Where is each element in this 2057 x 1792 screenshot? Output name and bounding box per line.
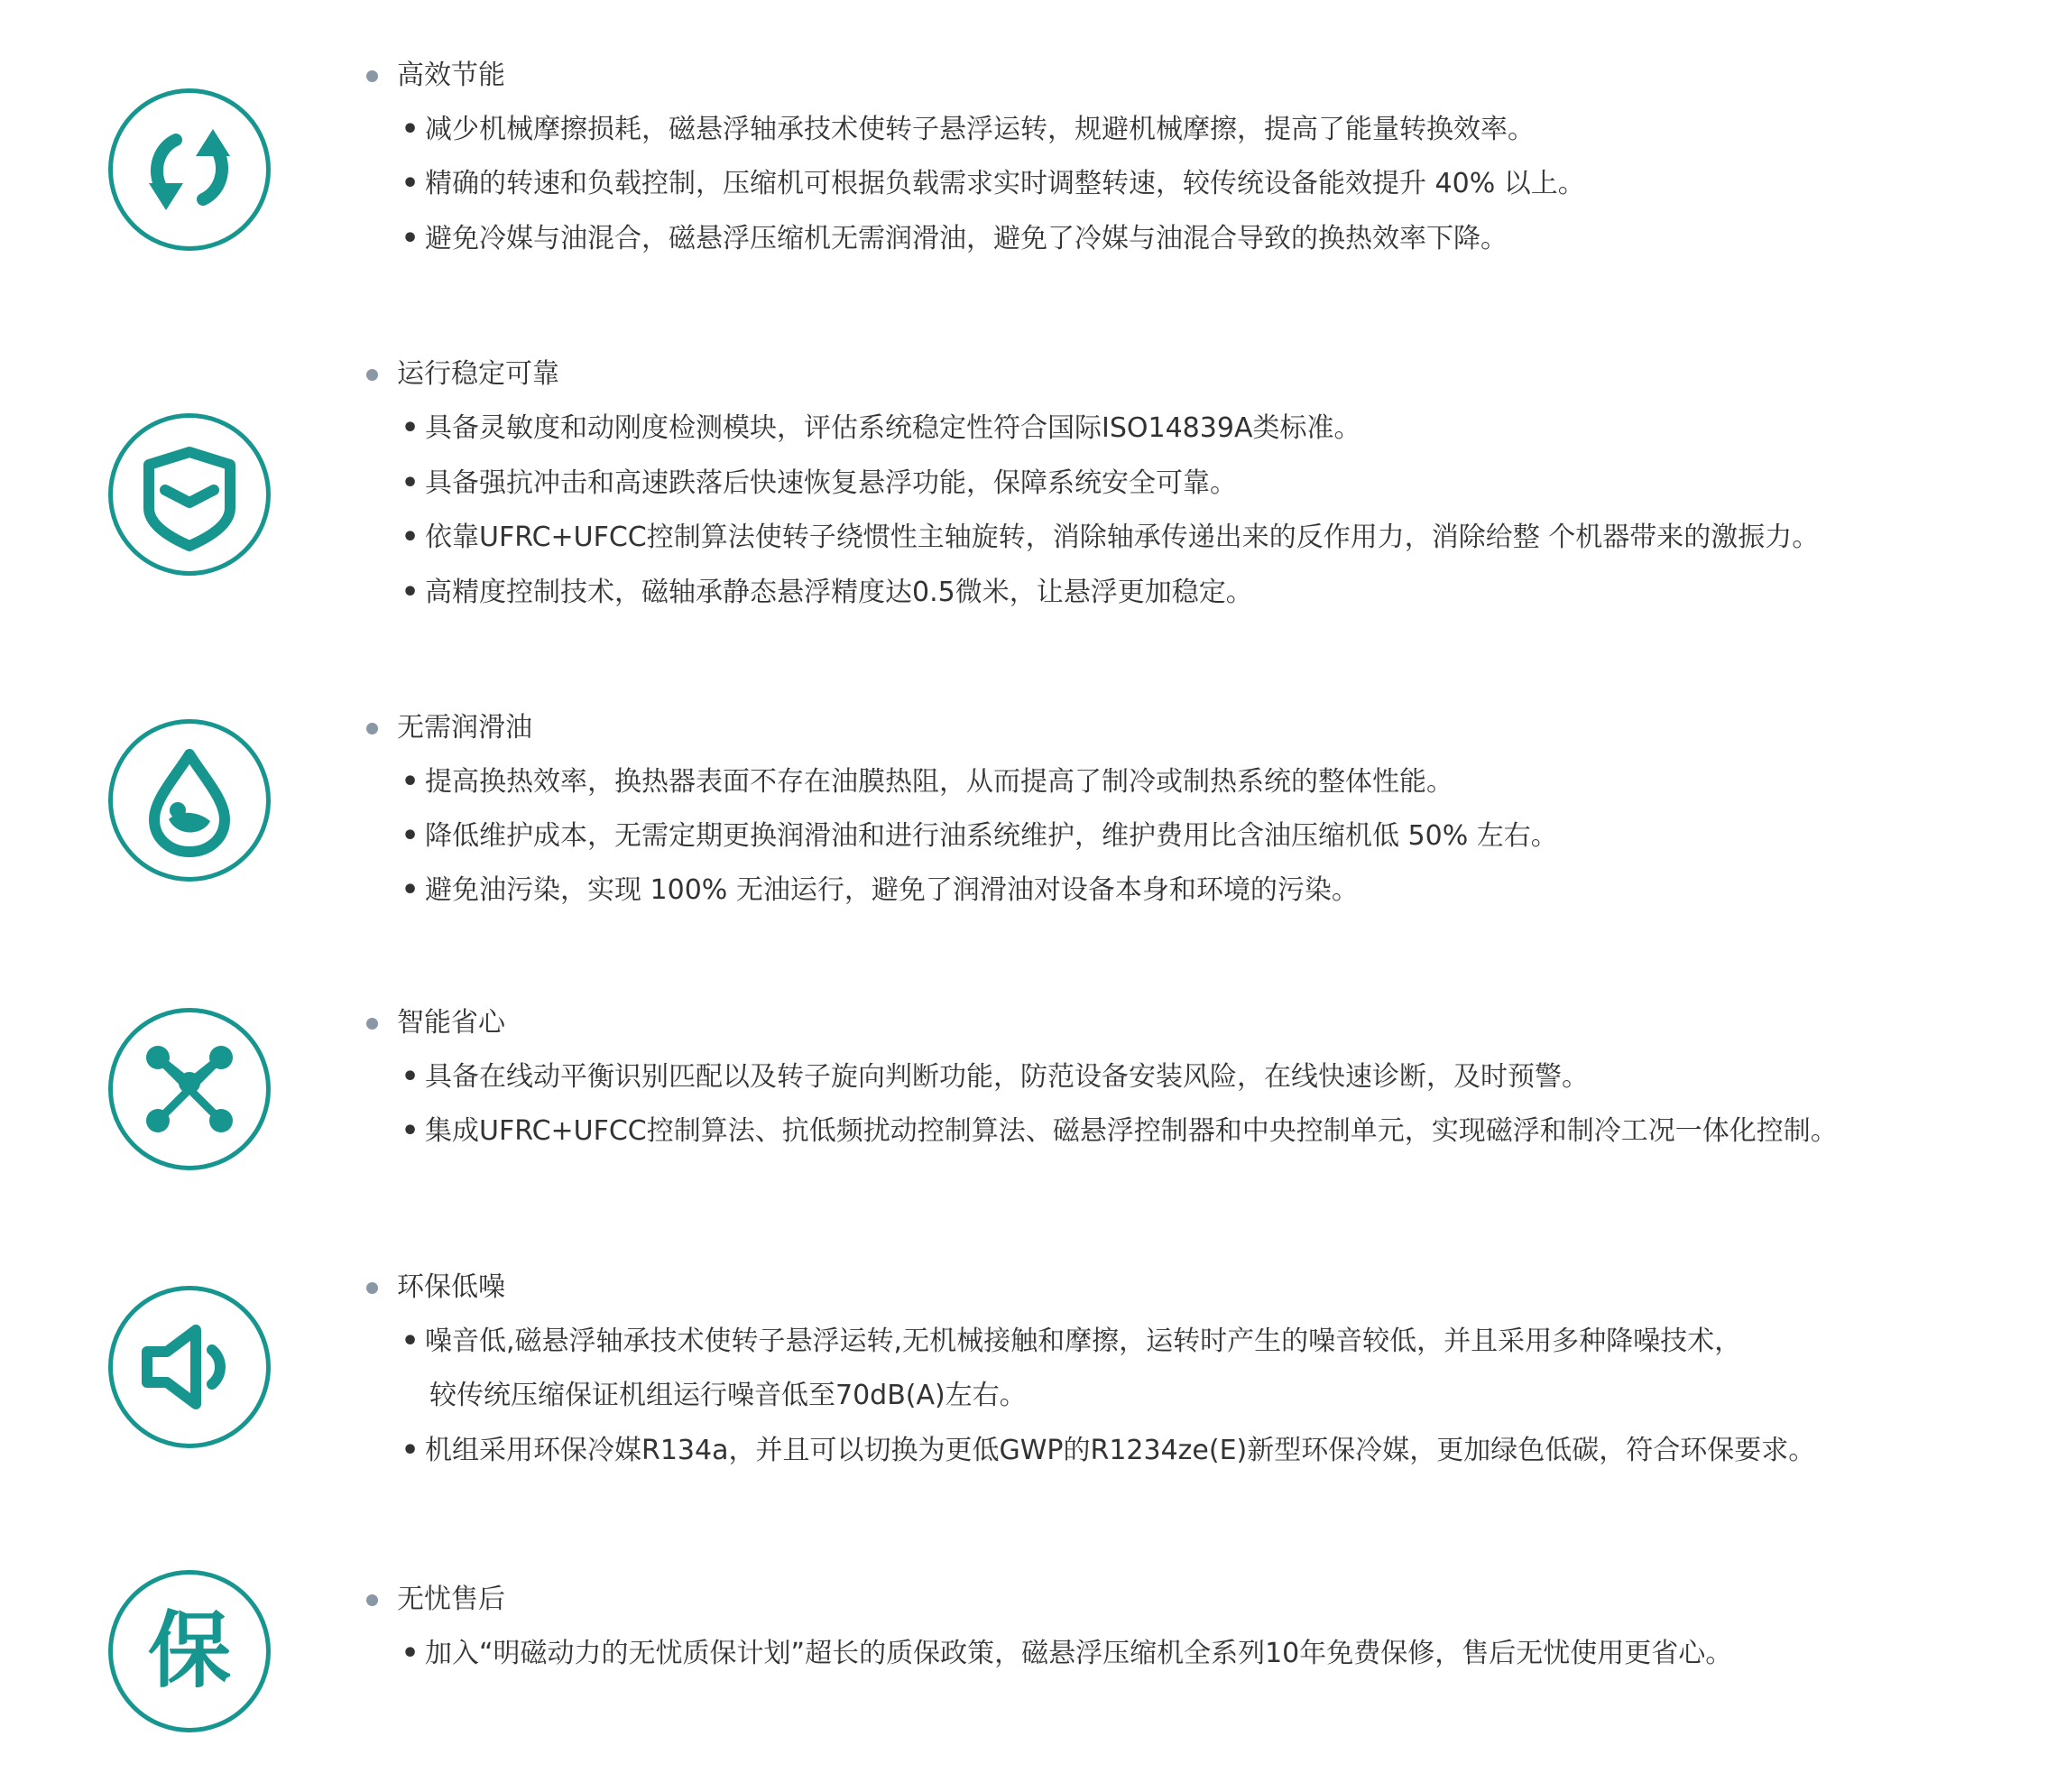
item-text: 加入“明磁动力的无忧质保计划”超长的质保政策，磁悬浮压缩机全系列10年免费保修，售后无忧使用更省心。 <box>425 1638 1733 1669</box>
feature-2-title: 运行稳定可靠 <box>397 358 559 390</box>
feature-6-title: 无忧售后 <box>397 1584 505 1615</box>
feature-3-item-3 <box>401 873 1359 909</box>
feature-2-item-3 <box>401 520 1819 556</box>
feature-1-item-1 <box>401 112 1535 148</box>
bullet-mark: • <box>401 412 420 444</box>
feature-5-icon-badge <box>108 1286 271 1448</box>
bullet-mark: • <box>401 820 420 852</box>
bullet-mark: • <box>401 1061 420 1093</box>
title-bullet-dot <box>366 70 378 82</box>
bullet-mark: • <box>401 1115 420 1147</box>
item-text: 机组采用环保冷媒R134a，并且可以切换为更低GWP的R1234ze(E)新型环保冷媒，更加绿色低碳，符合环保要求。 <box>425 1435 1816 1466</box>
title-bullet-dot <box>366 1594 378 1606</box>
item-text: 减少机械摩擦损耗，磁悬浮轴承技术使转子悬浮运转，规避机械摩擦，提高了能量转换效率。 <box>425 114 1535 145</box>
item-text: 具备强抗冲击和高速跌落后快速恢复悬浮功能，保障系统安全可靠。 <box>425 467 1237 499</box>
feature-5-item-1 <box>401 1324 1741 1360</box>
feature-3-icon-badge <box>108 719 271 882</box>
feature-2-icon-badge <box>108 413 271 576</box>
network-nodes-icon <box>113 1012 266 1166</box>
item-text: 具备灵敏度和动刚度检测模块，评估系统稳定性符合国际ISO14839A类标准。 <box>425 412 1361 444</box>
feature-1-item-2 <box>401 166 1585 202</box>
feature-3-item-2 <box>401 818 1558 854</box>
feature-4-title: 智能省心 <box>397 1007 505 1039</box>
item-text: 避免冷媒与油混合，磁悬浮压缩机无需润滑油，避免了冷媒与油混合导致的换热效率下降。 <box>425 223 1508 254</box>
item-text: 提高换热效率，换热器表面不存在油膜热阻，从而提高了制冷或制热系统的整体性能。 <box>425 766 1453 798</box>
bullet-mark: • <box>401 577 420 608</box>
item-text: 较传统压缩保证机组运行噪音低至70dB(A)左右。 <box>429 1380 1027 1411</box>
item-text: 降低维护成本，无需定期更换润滑油和进行油系统维护，维护费用比含油压缩机低 50% 左右。 <box>425 820 1558 852</box>
feature-4-item-1 <box>401 1059 1589 1095</box>
item-text: 集成UFRC+UFCC控制算法、抗低频扰动控制算法、磁悬浮控制器和中央控制单元，实现磁浮和制冷工况一体化控制。 <box>425 1115 1838 1147</box>
title-bullet-dot <box>366 1282 378 1294</box>
bullet-mark: • <box>401 1435 420 1466</box>
feature-4-icon-badge <box>108 1008 271 1170</box>
feature-1-icon-badge <box>108 88 271 251</box>
feature-5-item-2 <box>401 1433 1815 1469</box>
item-text: 依靠UFRC+UFCC控制算法使转子绕惯性主轴旋转，消除轴承传递出来的反作用力，消除给整 个机器带来的激振力。 <box>425 522 1820 553</box>
feature-6-icon-badge <box>108 1570 271 1732</box>
feature-1-title: 高效节能 <box>397 60 505 91</box>
title-bullet-dot <box>366 723 378 734</box>
feature-2-item-1 <box>401 411 1361 447</box>
item-text: 高精度控制技术，磁轴承静态悬浮精度达0.5微米，让悬浮更加稳定。 <box>425 577 1253 608</box>
item-text: 精确的转速和负载控制，压缩机可根据负载需求实时调整转速，较传统设备能效提升 40% 以上。 <box>425 168 1585 199</box>
item-text: 噪音低,磁悬浮轴承技术使转子悬浮运转,无机械接触和摩擦，运转时产生的噪音较低，并且采用多种降噪技术， <box>425 1326 1742 1357</box>
bullet-mark: • <box>401 874 420 906</box>
item-text: 避免油污染，实现 100% 无油运行，避免了润滑油对设备本身和环境的污染。 <box>425 874 1359 906</box>
shield-icon <box>113 418 266 571</box>
bullet-mark: • <box>401 467 420 499</box>
feature-6-item-1 <box>401 1636 1732 1672</box>
bullet-mark: • <box>401 766 420 798</box>
refresh-arrows-icon <box>113 93 266 246</box>
bullet-mark: • <box>401 223 420 254</box>
speaker-icon <box>113 1290 266 1444</box>
feature-2-item-4 <box>401 575 1253 611</box>
feature-5-item-1-continued <box>429 1378 1027 1414</box>
feature-3-title: 无需润滑油 <box>397 712 532 744</box>
title-bullet-dot <box>366 369 378 381</box>
bullet-mark: • <box>401 1638 420 1669</box>
feature-3-item-1 <box>401 764 1453 800</box>
bao-character-icon: 保 <box>147 1603 231 1699</box>
title-bullet-dot <box>366 1018 378 1030</box>
bullet-mark: • <box>401 1326 420 1357</box>
feature-4-item-2 <box>401 1113 1838 1150</box>
oil-drop-icon <box>113 724 266 877</box>
item-text: 具备在线动平衡识别匹配以及转子旋向判断功能，防范设备安装风险，在线快速诊断，及时预警。 <box>425 1061 1589 1093</box>
bullet-mark: • <box>401 522 420 553</box>
feature-1-item-3 <box>401 221 1508 257</box>
bullet-mark: • <box>401 168 420 199</box>
feature-5-title: 环保低噪 <box>397 1271 505 1303</box>
bullet-mark: • <box>401 114 420 145</box>
feature-2-item-2 <box>401 466 1237 502</box>
